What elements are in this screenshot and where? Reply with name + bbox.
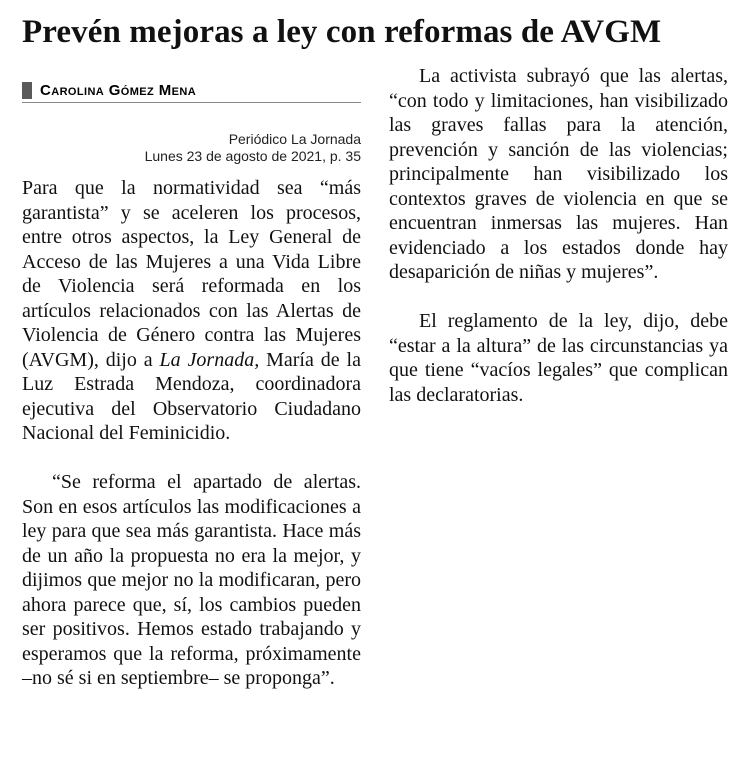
left-column <box>22 176 361 691</box>
paragraph-3: La activista subrayó que las alertas, “con todo y limitaciones, han visibilizado las graves fallas para la atención, prevención y sanción de las violencias; principalmente han visibilizado los contextos graves de violencia en que se encuentran inmersas las mujeres. Han evidenciado a los estados donde hay desaparición de niñas y mujeres”. <box>389 65 728 283</box>
paragraph-2: “Se reforma el apartado de alertas. Son en esos artículos las modificaciones a ley para que sea más garantista. Hace más de un año la propuesta no era la mejor, y dijimos que mejor no la modificaran, pero ahora parece que, sí, los cambios pueden ser positivos. Hemos estado trabajando y esperamos que la reforma, próximamente –no sé si en septiembre– se proponga”. <box>22 471 361 689</box>
byline <box>22 80 361 103</box>
source-info <box>22 131 361 165</box>
paragraph-1-text-b: María de la Luz Estrada Mendoza, coordinadora ejecutiva del Observatorio Ciudadano Nacional del Feminicidio. <box>22 348 361 444</box>
author-name: Carolina Gómez Mena <box>40 82 197 99</box>
byline-marker <box>22 82 32 99</box>
article-headline: Prevén mejoras a ley con reformas de AVGM <box>22 14 662 50</box>
paragraph-1-text-a: Para que la normatividad sea “más garantista” y se aceleren los procesos, entre otros aspectos, la Ley General de Acceso de las Mujeres a una Vida Libre de Violencia será reformada en los artículos relacionados con las Alertas de Violencia de Género contra las Mujeres (AVGM), dijo a <box>22 177 361 371</box>
right-column <box>389 64 728 407</box>
publication-date: Lunes 23 de agosto de 2021, p. 35 <box>144 148 361 164</box>
publication-name: Periódico La Jornada <box>228 131 361 147</box>
newspaper-name: La Jornada, <box>159 348 260 371</box>
paragraph-1 <box>22 176 361 446</box>
paragraph-4: El reglamento de la ley, dijo, debe “estar a la altura” de las circunstancias ya que tiene “vacíos legales” que complican las declaratorias. <box>389 310 728 406</box>
